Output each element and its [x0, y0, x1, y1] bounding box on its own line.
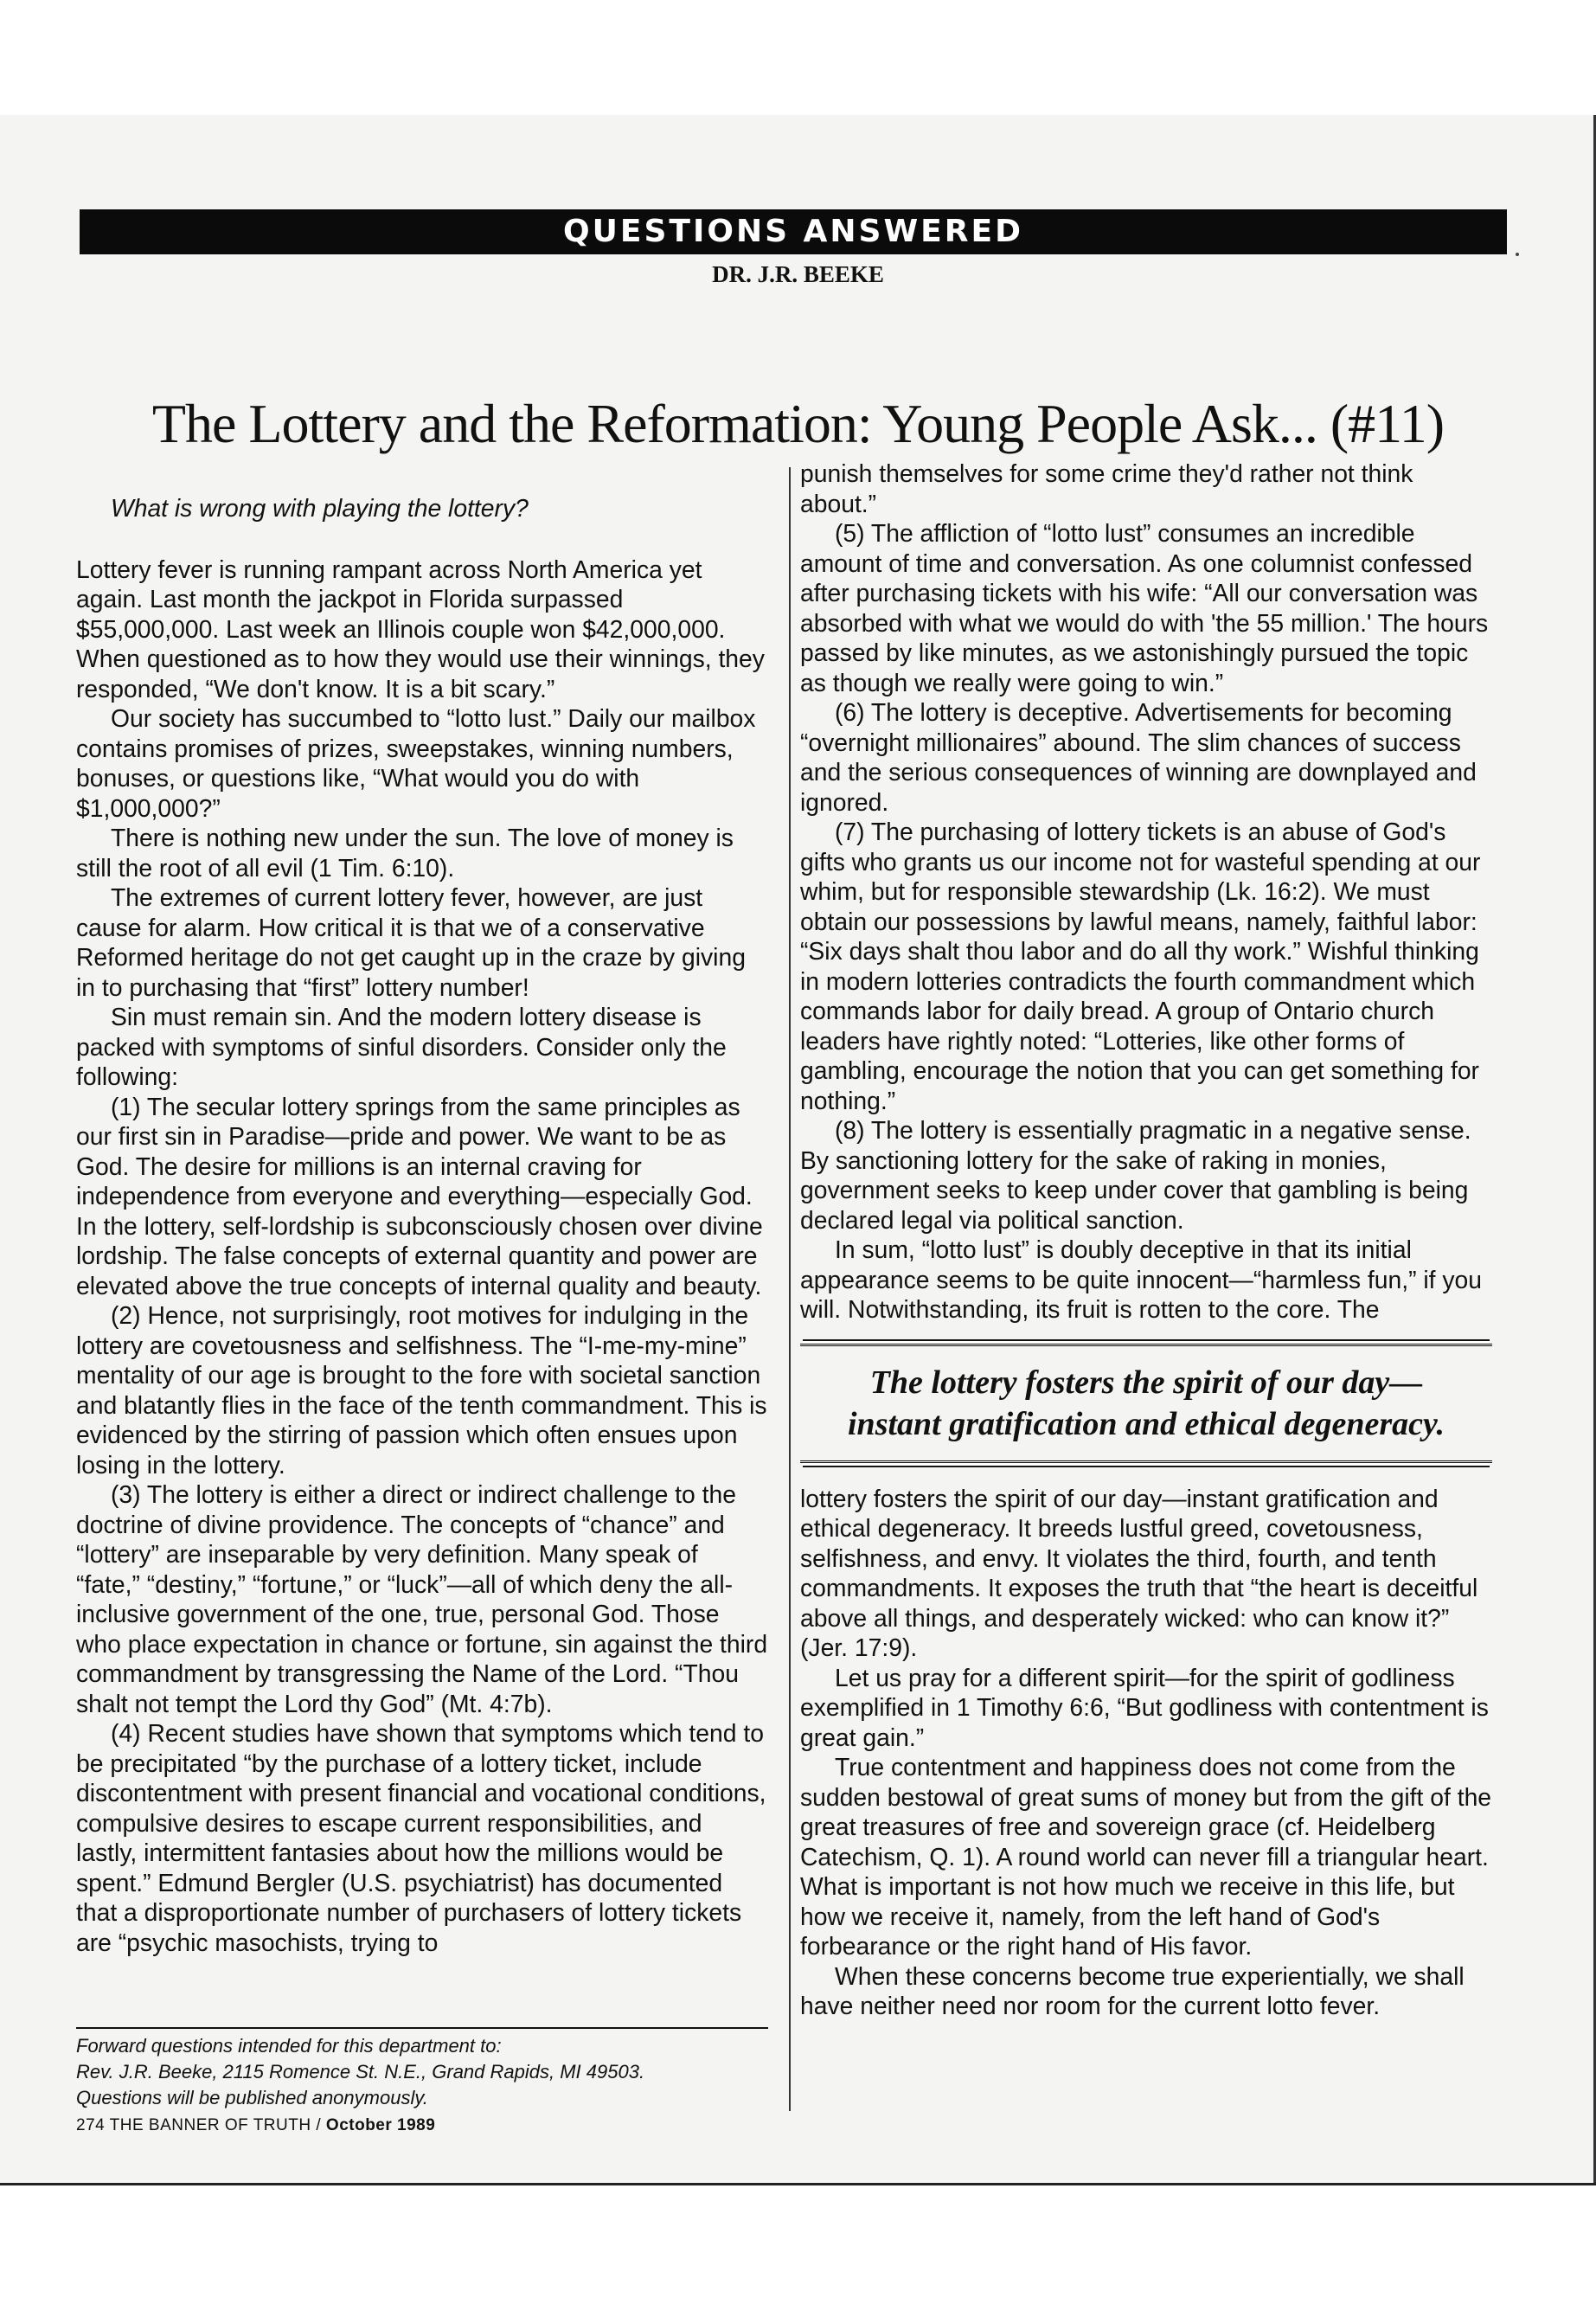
paragraph: (2) Hence, not surprisingly, root motives for indulging in the lottery are covetousness and selfishness. The “I-me-my-mine” mentality of our age is brought to the fore with societal sanction and blatantly flies in the face of the tenth commandment. This is evidenced by the stirring of passion which often ensues upon losing in the lottery.: [76, 1301, 767, 1479]
paragraph: (4) Recent studies have shown that symptoms which tend to be precipitated “by the purchase of a lottery ticket, include discontentment with present financial and vocational conditions, compulsive desires to escape current responsibilities, and lastly, intermittent fantasies about how the millions would be spent.” Edmund Bergler (U.S. psychiatrist) has documented that a disproportionate number of purchasers of lottery tickets are “psychic masochists, trying to: [76, 1719, 766, 1956]
reader-question: What is wrong with playing the lottery?: [111, 494, 529, 522]
paragraph: Lottery fever is running rampant across North America yet again. Last month the jackpot in Florida surpassed $55,000,000. Last week an Illinois couple won $42,000,000. When questioned as to how they would use their winnings, they responded, “We don't know. It is a bit scary.”: [76, 555, 765, 703]
paragraph: (6) The lottery is deceptive. Advertisements for becoming “overnight millionaires” abound. The slim chances of success and the serious consequences of winning are downplayed and ignored.: [800, 698, 1477, 816]
pull-quote-line: The lottery fosters the spirit of our day—: [869, 1364, 1423, 1401]
paragraph: The extremes of current lottery fever, however, are just cause for alarm. How critical it is that we of a conservative Reformed heritage do not get caught up in the craze by giving in to purchasing that “first” lottery number!: [76, 883, 746, 1001]
paragraph: (7) The purchasing of lottery tickets is an abuse of God's gifts who grants us our income not for wasteful spending at our whim, but for responsible stewardship (Lk. 16:2). We must obtain our possessions by lawful means, namely, faithful labor: “Six days shalt thou labor and do all thy work.” Wishful thinking in modern lotteries contradicts the fourth commandment which commands labor for daily bread. A group of Ontario church leaders have rightly noted: “Lotteries, like other forms of gambling, encourage the notion that you can get something for nothing.”: [800, 818, 1481, 1114]
folio-publication: 274 THE BANNER OF TRUTH /: [76, 2116, 322, 2134]
right-column: [800, 459, 1492, 2021]
pull-quote: [800, 1344, 1492, 1463]
paragraph: Sin must remain sin. And the modern lottery disease is packed with symptoms of sinful disorders. Consider only the following:: [76, 1003, 727, 1090]
paragraph: (5) The affliction of “lotto lust” consumes an incredible amount of time and conversation. As one columnist confessed after purchasing tickets with his wife: “All our conversation was absorbed with what we would do with 'the 55 million.' The hours passed by like minutes, as we astonishingly pursued the topic as though we really were going to win.”: [800, 519, 1489, 696]
paragraph: Our society has succumbed to “lotto lust.” Daily our mailbox contains promises of prizes, sweepstakes, winning numbers, bonuses, or questions like, “What would you do with $1,000,000?”: [76, 704, 756, 822]
paragraph: (1) The secular lottery springs from the same principles as our first sin in Paradise—pride and power. We want to be as God. The desire for millions is an internal craving for independence from everyone and everything—especially God. In the lottery, self-lordship is subconsciously chosen over divine lordship. The false concepts of external quantity and power are elevated above the true concepts of internal quality and beauty.: [76, 1092, 763, 1300]
pull-quote-line: instant gratification and ethical degeneracy.: [848, 1405, 1445, 1442]
submission-note: [76, 2033, 768, 2111]
author-byline: DR. J.R. BEEKE: [712, 261, 884, 287]
footer-line: Forward questions intended for this department to:: [76, 2035, 502, 2057]
folio-date: October 1989: [325, 2116, 436, 2134]
column-divider: [789, 467, 791, 2111]
paragraph: (8) The lottery is essentially pragmatic in a negative sense. By sanctioning lottery for the sake of raking in monies, government seeks to keep under cover that gambling is being declared legal via political sanction.: [800, 1116, 1471, 1234]
paragraph: There is nothing new under the sun. The love of money is still the root of all evil (1 Tim. 6:10).: [76, 824, 734, 882]
footer-line: Questions will be published anonymously.: [76, 2087, 428, 2108]
paragraph: Let us pray for a different spirit—for the spirit of godliness exemplified in 1 Timothy 6:6, “But godliness with contentment is great gain.”: [800, 1663, 1489, 1751]
paragraph: True contentment and happiness does not come from the sudden bestowal of great sums of money but from the gift of the great treasures of free and sovereign grace (cf. Heidelberg Catechism, Q. 1). A round world can never fill a triangular heart. What is important is not how much we receive in this life, but how we receive it, namely, from the left hand of God's forbearance or the right hand of His favor.: [800, 1753, 1492, 1960]
footer-address: Rev. J.R. Beeke, 2115 Romence St. N.E., Grand Rapids, MI 49503.: [76, 2061, 645, 2083]
paragraph: lottery fosters the spirit of our day—instant gratification and ethical degeneracy. It breeds lustful greed, covetousness, selfishness, and envy. It violates the third, fourth, and tenth commandments. It exposes the truth that “the heart is deceitful above all things, and desperately wicked: who can know it?” (Jer. 17:9).: [800, 1484, 1478, 1661]
footer-rule: [76, 2027, 768, 2029]
left-column: [76, 459, 768, 1957]
paragraph: In sum, “lotto lust” is doubly deceptive in that its initial appearance seems to be quite innocent—“harmless fun,” if you will. Notwithstanding, its fruit is rotten to the core. The: [800, 1235, 1483, 1323]
section-banner: QUESTIONS ANSWERED: [80, 209, 1507, 254]
paragraph: When these concerns become true experientially, we shall have neither need nor room for the current lotto fever.: [800, 1961, 1465, 2019]
paragraph: (3) The lottery is either a direct or indirect challenge to the doctrine of divine providence. The concepts of “chance” and “lottery” are inseparable by very definition. Many speak of “fate,” “destiny,” “fortune,” or “luck”—all of which deny the all-inclusive government of the one, true, personal God. Those who place expectation in chance or fortune, sin against the third commandment by transgressing the Name of the Lord. “Thou shalt not tempt the Lord thy God” (Mt. 4:7b).: [76, 1480, 768, 1717]
paragraph: punish themselves for some crime they'd rather not think about.”: [800, 459, 1413, 517]
article-headline: The Lottery and the Reformation: Young People Ask... (#11): [151, 393, 1445, 454]
page-folio: [76, 2116, 435, 2135]
scan-margin-top: [0, 0, 1596, 117]
scan-margin-bottom: [0, 2183, 1596, 2304]
speck: [1516, 253, 1519, 256]
